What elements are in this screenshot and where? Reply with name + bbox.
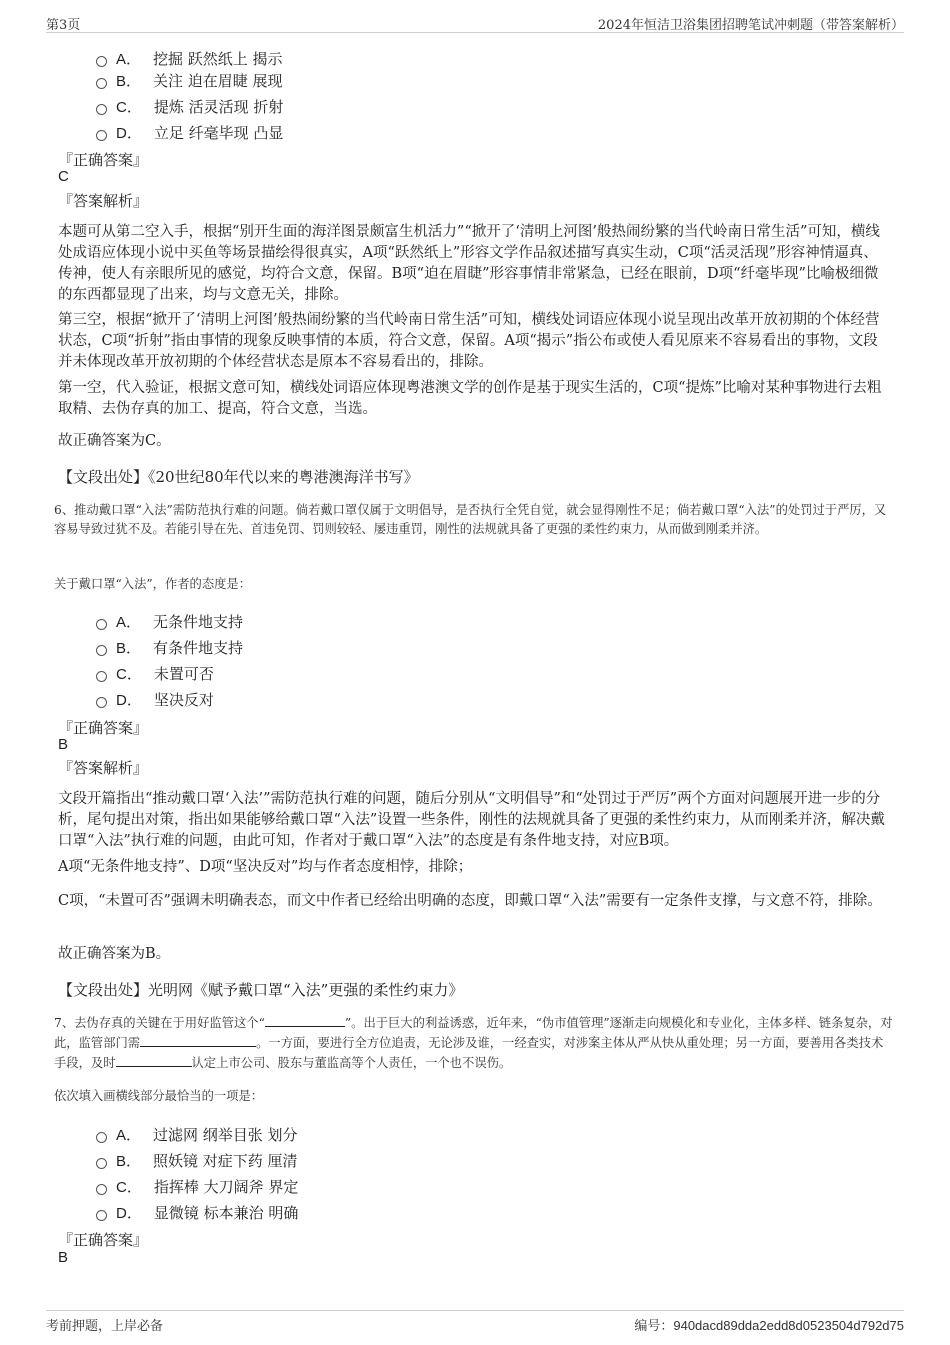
- q5-analysis-paragraph: 第三空，根据“掀开了‘清明上河图’般热闹纷繁的当代岭南日常生活”可知，横线处词语应体现小说呈现出改革开放初期的个体经营状态，C项“折射”指由事情的现象反映事情的本质，符合文意，保留。A项“揭示”指公布或使人看见原来不容易看出的事物，文段并未体现改革开放初期的个体经营状态是原本不容易看出的，排除。: [58, 312, 880, 370]
- q6-analysis-conclusion: 故正确答案为B。: [58, 946, 171, 962]
- q6-source: 【文段出处】光明网《赋予戴口罩“入法”更强的柔性约束力》: [58, 981, 464, 999]
- q7-option-d[interactable]: D． 显微镜 标本兼治 明确: [96, 1202, 298, 1222]
- fill-blank-3: [116, 1053, 192, 1067]
- q5-analysis-conclusion: 故正确答案为C。: [58, 433, 171, 449]
- radio-icon[interactable]: [96, 619, 107, 630]
- radio-icon[interactable]: [96, 1210, 107, 1221]
- q5-option-b[interactable]: B． 关注 迫在眉睫 展现: [96, 70, 283, 90]
- radio-icon[interactable]: [96, 104, 107, 115]
- q6-option-c[interactable]: C． 未置可否: [96, 663, 214, 683]
- q7-answer-label: 『正确答案』: [58, 1231, 149, 1249]
- q5-source: 【文段出处】《20世纪80年代以来的粤港澳海洋书写》: [58, 468, 419, 486]
- q7-stem: 7、去伪存真的关键在于用好监管这个“ ”。出于巨大的利益诱惑，近年来，“伪市值管理”逐渐走向规模化和专业化，主体多样、链条复杂，对此，监管部门需 。一方面，要进行全方位追责，无论涉及谁，一经查实，对涉案主体从严从快从重处理；另一方面，要善用各类技术手段，及时 认定上市公司、股东与董监高等个人责任，一个也不误伤。: [54, 1013, 894, 1073]
- q7-option-c[interactable]: C． 指挥棒 大刀阔斧 界定: [96, 1176, 298, 1196]
- q7-answer: B: [58, 1249, 69, 1266]
- page-number: 第3页: [46, 18, 81, 33]
- radio-icon[interactable]: [96, 1132, 107, 1143]
- radio-icon[interactable]: [96, 130, 107, 141]
- document-code: 编号：940dacd89dda2edd8d0523504d792d75: [634, 1318, 904, 1334]
- q5-analysis-paragraph: 本题可从第二空入手，根据“别开生面的海洋图景颇富生机活力”“掀开了‘清明上河图’般热闹纷繁的当代岭南日常生活”可知，横线处成语应体现小说中买鱼等场景描绘得很真实，A项“跃然纸上”形容文学作品叙述描写真实生动，C项“活灵活现”形容神情逼真、传神，使人有亲眼所见的感觉，均符合文意，保留。B项“迫在眉睫”形容事情非常紧急，已经在眼前，D项“纤毫毕现”比喻极细微的东西都显现了出来，均与文意无关，排除。: [58, 224, 880, 303]
- q6-stem: 6、推动戴口罩“入法”需防范执行难的问题。倘若戴口罩仅属于文明倡导，是否执行全凭自觉，就会显得刚性不足；倘若戴口罩“入法”的处罚过于严厉，又容易导致过犹不及。若能引导在先、首违免罚、罚则较轻、屡违重罚，刚性的法规就具备了更强的柔性约束力，从而做到刚柔并济。: [54, 503, 887, 536]
- radio-icon[interactable]: [96, 1158, 107, 1169]
- radio-icon[interactable]: [96, 645, 107, 656]
- q6-analysis-paragraph: C项，“未置可否”强调未明确表态，而文中作者已经给出明确的态度，即戴口罩“入法”需要有一定条件支撑，与文意不符，排除。: [58, 893, 882, 909]
- q6-option-b[interactable]: B． 有条件地支持: [96, 637, 243, 657]
- radio-icon[interactable]: [96, 56, 107, 67]
- q5-option-c[interactable]: C． 提炼 活灵活现 折射: [96, 96, 283, 116]
- q5-answer: C: [58, 168, 69, 185]
- q6-option-d[interactable]: D． 坚决反对: [96, 689, 214, 709]
- q7-option-a[interactable]: A． 过滤网 纲举目张 划分: [96, 1124, 298, 1144]
- q5-answer-label: 『正确答案』: [58, 151, 149, 169]
- q5-analysis-paragraph: 第一空，代入验证，根据文意可知，横线处词语应体现粤港澳文学的创作是基于现实生活的，C项“提炼”比喻对某种事物进行去粗取精、去伪存真的加工、提高，符合文意，当选。: [58, 380, 882, 417]
- q6-question: 关于戴口罩“入法”，作者的态度是：: [54, 577, 252, 591]
- q5-option-d[interactable]: D． 立足 纤毫毕现 凸显: [96, 122, 283, 142]
- document-title: 2024年恒洁卫浴集团招聘笔试冲刺题（带答案解析）: [597, 18, 904, 33]
- q6-analysis-paragraph: A项“无条件地支持”、D项“坚决反对”均与作者态度相悖，排除；: [58, 859, 473, 875]
- q7-option-b[interactable]: B． 照妖镜 对症下药 厘清: [96, 1150, 298, 1170]
- radio-icon[interactable]: [96, 671, 107, 682]
- q5-analysis-label: 『答案解析』: [58, 192, 149, 210]
- q6-analysis-paragraph: 文段开篇指出“推动戴口罩‘入法’”需防范执行难的问题，随后分别从“文明倡导”和“处罚过于严厉”两个方面对问题展开进一步的分析，尾句提出对策，指出如果能够给戴口罩“入法”设置一些条件，刚性的法规就具备了更强的柔性约束力，从而刚柔并济，解决戴口罩“入法”执行难的问题，由此可知，作者对于戴口罩“入法”的态度是有条件地支持，对应B项。: [58, 791, 885, 849]
- q7-question: 依次填入画横线部分最恰当的一项是：: [54, 1089, 264, 1103]
- radio-icon[interactable]: [96, 697, 107, 708]
- q6-option-a[interactable]: A． 无条件地支持: [96, 611, 243, 631]
- radio-icon[interactable]: [96, 78, 107, 89]
- fill-blank-2: [140, 1033, 256, 1047]
- page-header: [46, 12, 904, 33]
- q6-analysis-label: 『答案解析』: [58, 759, 149, 777]
- q5-option-a[interactable]: A． 挖掘 跃然纸上 揭示: [96, 48, 283, 68]
- q6-answer-label: 『正确答案』: [58, 719, 149, 737]
- radio-icon[interactable]: [96, 1184, 107, 1195]
- q6-answer: B: [58, 736, 69, 753]
- page-footer: [46, 1310, 904, 1333]
- footer-slogan: 考前押题，上岸必备: [46, 1319, 164, 1334]
- fill-blank-1: [265, 1013, 345, 1027]
